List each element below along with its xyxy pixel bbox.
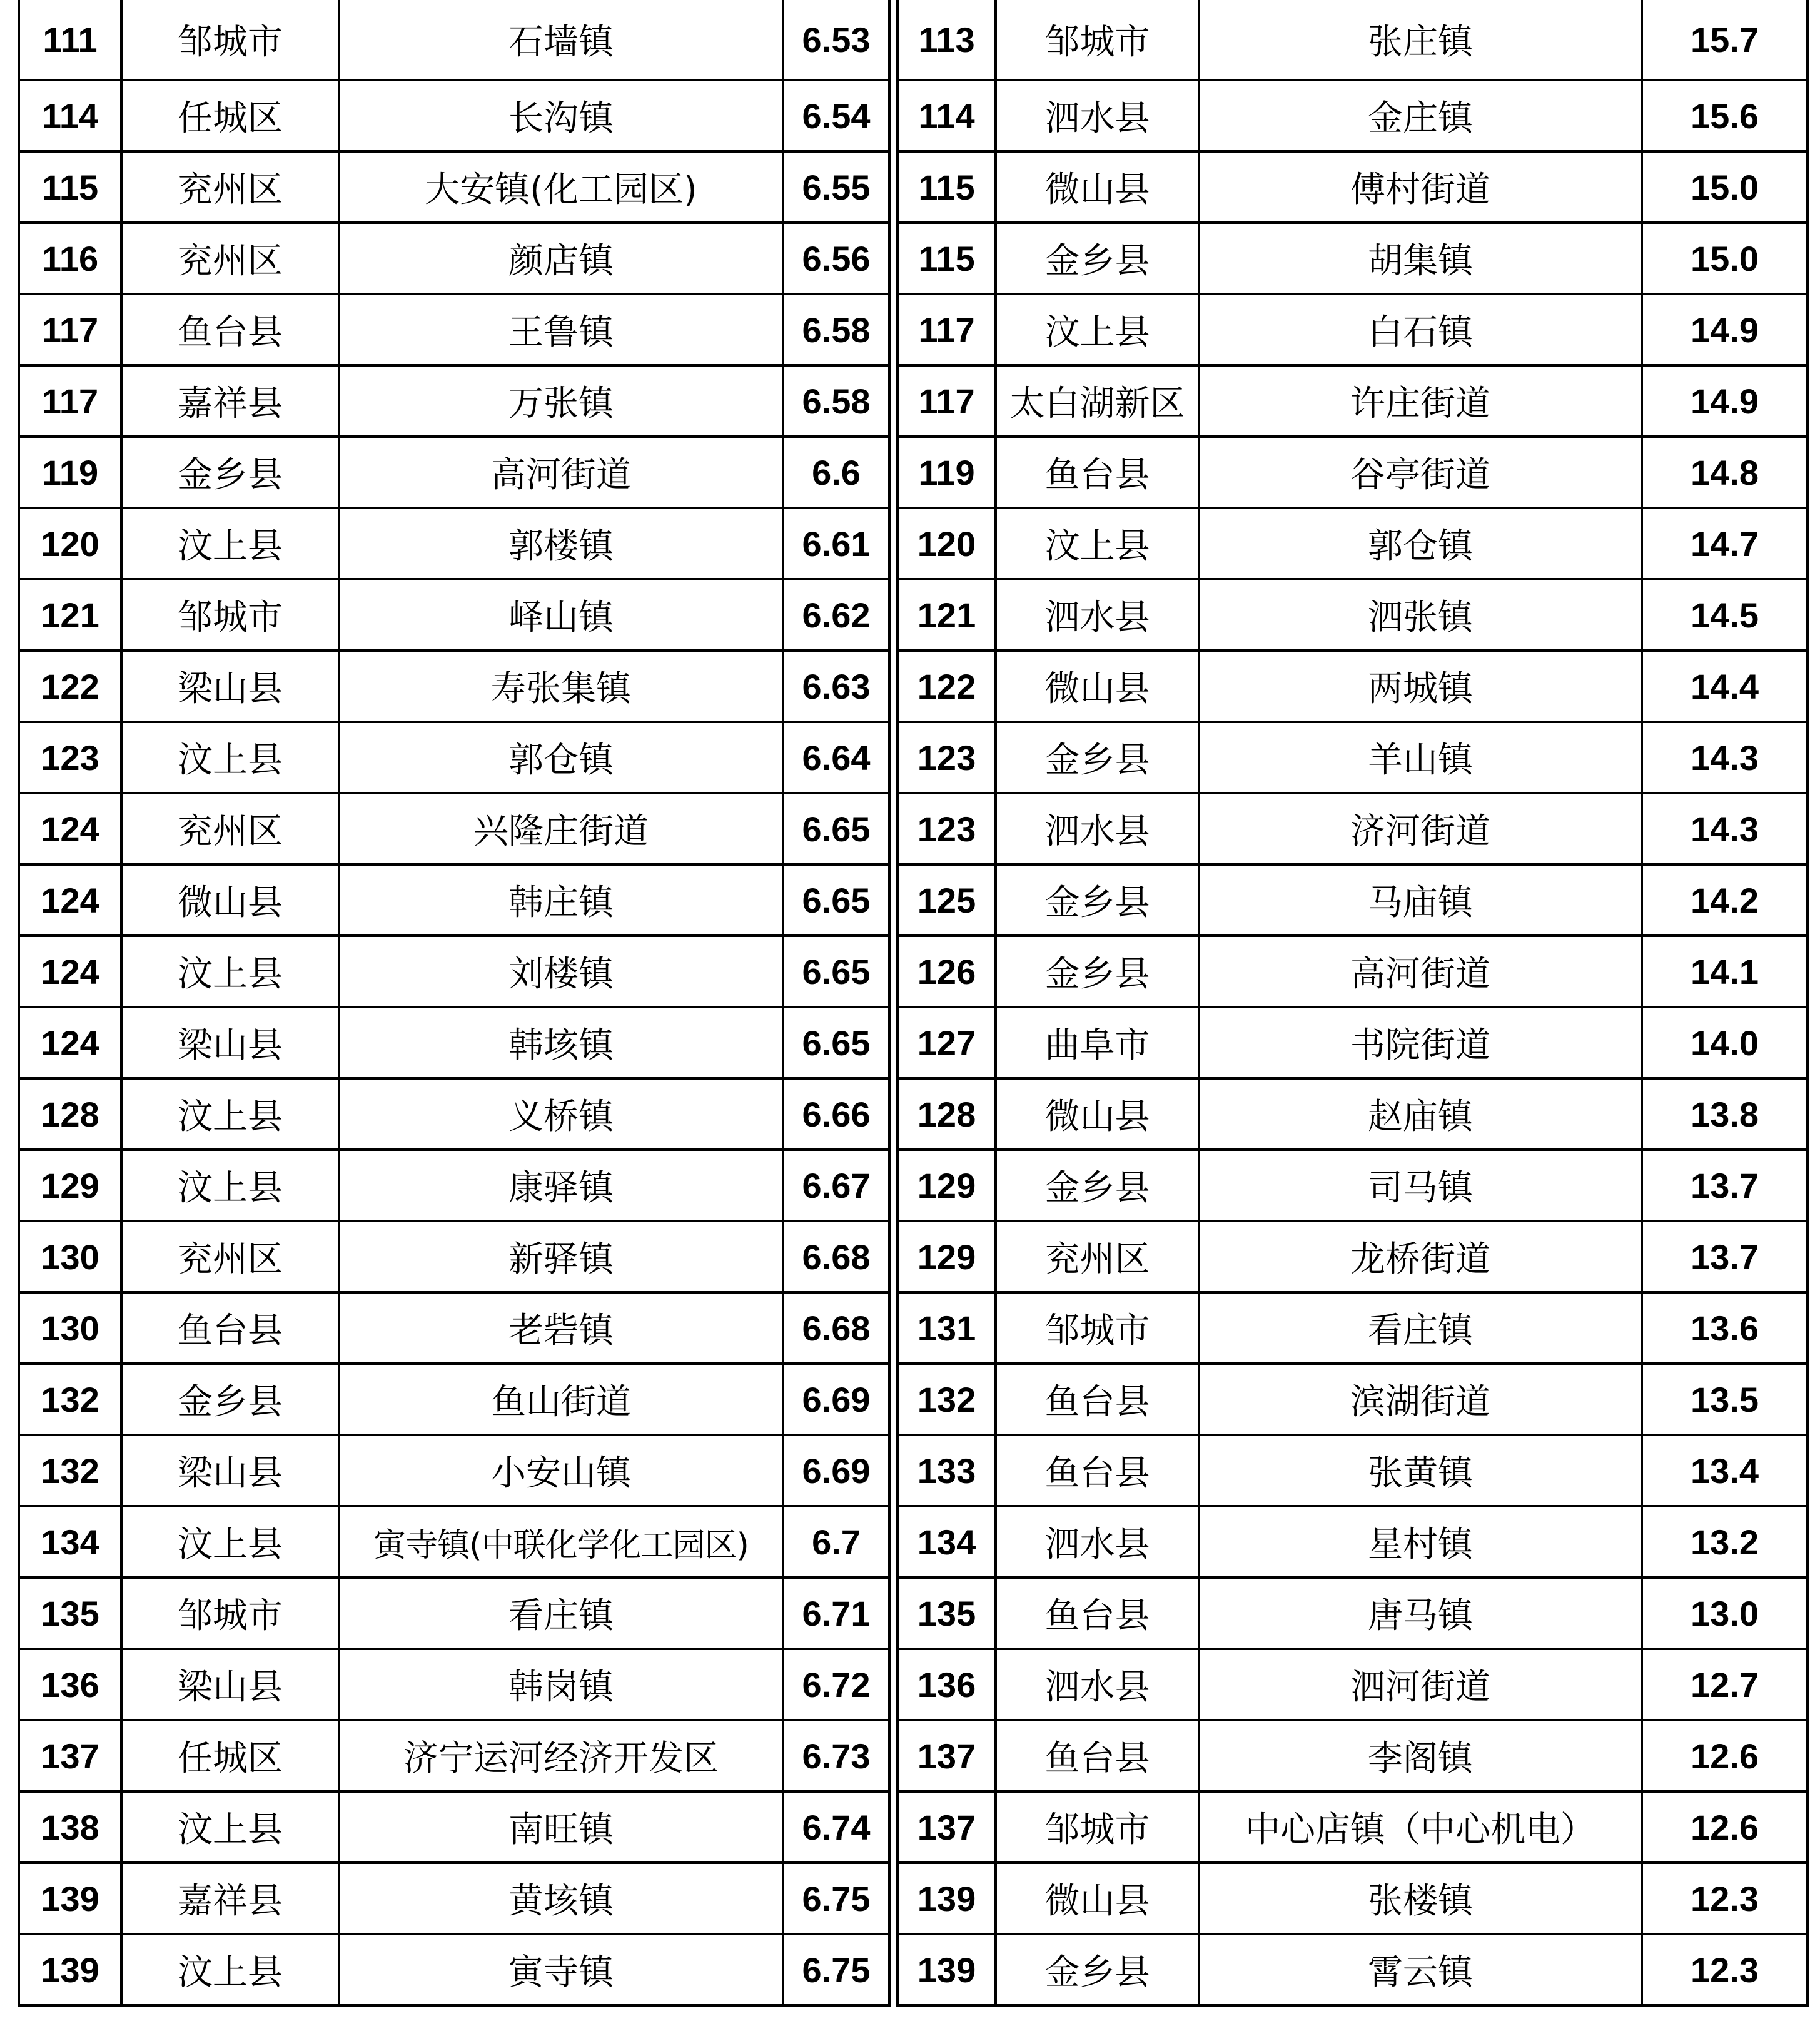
- rank-cell: 123: [19, 722, 121, 793]
- rank-cell: 139: [897, 1863, 996, 1934]
- town-cell: 羊山镇: [1199, 722, 1642, 793]
- rank-cell: 116: [19, 223, 121, 294]
- value-cell: 6.73: [783, 1720, 889, 1791]
- table-row: [19, 864, 889, 936]
- district-cell: 金乡县: [996, 864, 1199, 936]
- table-row: [19, 0, 889, 80]
- district-cell: 金乡县: [996, 722, 1199, 793]
- rank-cell: 111: [19, 0, 121, 80]
- table-row: [897, 864, 1807, 936]
- value-cell: 6.66: [783, 1078, 889, 1150]
- rank-cell: 119: [897, 437, 996, 508]
- table-row: [897, 1863, 1807, 1934]
- rank-cell: 114: [19, 80, 121, 151]
- rank-cell: 117: [897, 365, 996, 437]
- value-cell: 14.0: [1642, 1007, 1807, 1078]
- rank-cell: 117: [19, 294, 121, 365]
- district-cell: 微山县: [121, 864, 339, 936]
- table-row: [19, 365, 889, 437]
- rank-cell: 130: [19, 1221, 121, 1292]
- table-row: [897, 80, 1807, 151]
- value-cell: 15.0: [1642, 223, 1807, 294]
- town-cell: 长沟镇: [339, 80, 783, 151]
- table-row: [19, 1221, 889, 1292]
- rank-cell: 134: [19, 1506, 121, 1578]
- value-cell: 6.62: [783, 579, 889, 651]
- rank-cell: 128: [19, 1078, 121, 1150]
- value-cell: 6.68: [783, 1221, 889, 1292]
- town-cell: 白石镇: [1199, 294, 1642, 365]
- rank-cell: 120: [19, 508, 121, 579]
- town-cell: 大安镇(化工园区): [339, 151, 783, 223]
- value-cell: 12.3: [1642, 1934, 1807, 2005]
- rank-cell: 127: [897, 1007, 996, 1078]
- town-cell: 济河街道: [1199, 793, 1642, 864]
- district-cell: 兖州区: [121, 223, 339, 294]
- table-row: [897, 936, 1807, 1007]
- district-cell: 汶上县: [996, 508, 1199, 579]
- value-cell: 14.2: [1642, 864, 1807, 936]
- town-cell: 中心店镇（中心机电）: [1199, 1791, 1642, 1863]
- value-cell: 15.0: [1642, 151, 1807, 223]
- rank-cell: 132: [897, 1364, 996, 1435]
- town-cell: 义桥镇: [339, 1078, 783, 1150]
- district-cell: 邹城市: [996, 1791, 1199, 1863]
- value-cell: 12.6: [1642, 1791, 1807, 1863]
- town-cell: 张庄镇: [1199, 0, 1642, 80]
- value-cell: 13.2: [1642, 1506, 1807, 1578]
- right-table-body: [897, 0, 1807, 2005]
- town-cell: 许庄街道: [1199, 365, 1642, 437]
- town-cell: 看庄镇: [339, 1578, 783, 1649]
- value-cell: 13.4: [1642, 1435, 1807, 1506]
- town-cell: 赵庙镇: [1199, 1078, 1642, 1150]
- value-cell: 13.6: [1642, 1292, 1807, 1364]
- rank-cell: 135: [19, 1578, 121, 1649]
- value-cell: 6.65: [783, 793, 889, 864]
- town-cell: 李阁镇: [1199, 1720, 1642, 1791]
- table-row: [897, 294, 1807, 365]
- value-cell: 12.3: [1642, 1863, 1807, 1934]
- town-cell: 书院街道: [1199, 1007, 1642, 1078]
- town-cell: 郭楼镇: [339, 508, 783, 579]
- town-cell: 霄云镇: [1199, 1934, 1642, 2005]
- table-row: [19, 1292, 889, 1364]
- rank-cell: 139: [19, 1934, 121, 2005]
- rank-cell: 122: [19, 651, 121, 722]
- district-cell: 泗水县: [996, 579, 1199, 651]
- district-cell: 邹城市: [121, 579, 339, 651]
- town-cell: 老砦镇: [339, 1292, 783, 1364]
- value-cell: 13.0: [1642, 1578, 1807, 1649]
- district-cell: 曲阜市: [996, 1007, 1199, 1078]
- district-cell: 微山县: [996, 1078, 1199, 1150]
- value-cell: 12.7: [1642, 1649, 1807, 1720]
- value-cell: 13.7: [1642, 1150, 1807, 1221]
- rank-cell: 119: [19, 437, 121, 508]
- value-cell: 6.64: [783, 722, 889, 793]
- town-cell: 两城镇: [1199, 651, 1642, 722]
- district-cell: 汶上县: [996, 294, 1199, 365]
- rank-cell: 122: [897, 651, 996, 722]
- district-cell: 鱼台县: [996, 1435, 1199, 1506]
- rank-cell: 129: [897, 1150, 996, 1221]
- table-row: [19, 1435, 889, 1506]
- table-row: [19, 151, 889, 223]
- rank-cell: 124: [19, 1007, 121, 1078]
- town-cell: 高河街道: [339, 437, 783, 508]
- value-cell: 6.63: [783, 651, 889, 722]
- rank-cell: 117: [897, 294, 996, 365]
- table-row: [897, 437, 1807, 508]
- town-cell: 小安山镇: [339, 1435, 783, 1506]
- value-cell: 14.4: [1642, 651, 1807, 722]
- value-cell: 6.7: [783, 1506, 889, 1578]
- town-cell: 兴隆庄街道: [339, 793, 783, 864]
- rank-cell: 133: [897, 1435, 996, 1506]
- table-row: [897, 1292, 1807, 1364]
- table-row: [19, 1863, 889, 1934]
- rank-cell: 136: [19, 1649, 121, 1720]
- value-cell: 15.6: [1642, 80, 1807, 151]
- district-cell: 梁山县: [121, 651, 339, 722]
- town-cell: 刘楼镇: [339, 936, 783, 1007]
- town-cell: 滨湖街道: [1199, 1364, 1642, 1435]
- value-cell: 6.72: [783, 1649, 889, 1720]
- district-cell: 泗水县: [996, 793, 1199, 864]
- table-row: [897, 579, 1807, 651]
- town-cell: 王鲁镇: [339, 294, 783, 365]
- rank-cell: 115: [19, 151, 121, 223]
- table-row: [19, 1791, 889, 1863]
- town-cell: 司马镇: [1199, 1150, 1642, 1221]
- table-row: [897, 1078, 1807, 1150]
- district-cell: 兖州区: [121, 1221, 339, 1292]
- rank-cell: 117: [19, 365, 121, 437]
- town-cell: 傅村街道: [1199, 151, 1642, 223]
- district-cell: 汶上县: [121, 722, 339, 793]
- left-ranking-table: [18, 0, 891, 2007]
- rank-cell: 132: [19, 1364, 121, 1435]
- district-cell: 兖州区: [121, 151, 339, 223]
- table-row: [19, 437, 889, 508]
- table-row: [19, 1364, 889, 1435]
- town-cell: 新驿镇: [339, 1221, 783, 1292]
- value-cell: 6.6: [783, 437, 889, 508]
- district-cell: 金乡县: [996, 936, 1199, 1007]
- rank-cell: 124: [19, 793, 121, 864]
- rank-cell: 137: [897, 1720, 996, 1791]
- district-cell: 金乡县: [996, 1934, 1199, 2005]
- value-cell: 6.74: [783, 1791, 889, 1863]
- value-cell: 6.54: [783, 80, 889, 151]
- district-cell: 泗水县: [996, 80, 1199, 151]
- value-cell: 6.75: [783, 1863, 889, 1934]
- table-row: [897, 1435, 1807, 1506]
- town-cell: 胡集镇: [1199, 223, 1642, 294]
- town-cell: 黄垓镇: [339, 1863, 783, 1934]
- district-cell: 汶上县: [121, 1791, 339, 1863]
- district-cell: 梁山县: [121, 1007, 339, 1078]
- value-cell: 6.71: [783, 1578, 889, 1649]
- district-cell: 汶上县: [121, 1934, 339, 2005]
- value-cell: 6.67: [783, 1150, 889, 1221]
- value-cell: 14.7: [1642, 508, 1807, 579]
- town-cell: 泗河街道: [1199, 1649, 1642, 1720]
- town-cell: 寅寺镇: [339, 1934, 783, 2005]
- district-cell: 汶上县: [121, 936, 339, 1007]
- town-cell: 郭仓镇: [339, 722, 783, 793]
- value-cell: 6.61: [783, 508, 889, 579]
- table-row: [897, 1007, 1807, 1078]
- table-row: [897, 0, 1807, 80]
- value-cell: 6.55: [783, 151, 889, 223]
- value-cell: 6.56: [783, 223, 889, 294]
- town-cell: 寅寺镇(中联化学化工园区): [339, 1506, 783, 1578]
- town-cell: 高河街道: [1199, 936, 1642, 1007]
- value-cell: 13.7: [1642, 1221, 1807, 1292]
- table-row: [19, 793, 889, 864]
- town-cell: 南旺镇: [339, 1791, 783, 1863]
- table-row: [19, 508, 889, 579]
- value-cell: 14.1: [1642, 936, 1807, 1007]
- town-cell: 石墙镇: [339, 0, 783, 80]
- table-row: [897, 508, 1807, 579]
- district-cell: 兖州区: [121, 793, 339, 864]
- value-cell: 14.3: [1642, 722, 1807, 793]
- value-cell: 6.58: [783, 294, 889, 365]
- value-cell: 14.3: [1642, 793, 1807, 864]
- rank-cell: 124: [19, 864, 121, 936]
- rank-cell: 123: [897, 722, 996, 793]
- table-row: [19, 80, 889, 151]
- table-row: [19, 936, 889, 1007]
- table-row: [19, 1506, 889, 1578]
- district-cell: 汶上县: [121, 1150, 339, 1221]
- table-row: [897, 1221, 1807, 1292]
- table-row: [897, 1791, 1807, 1863]
- table-row: [19, 1078, 889, 1150]
- table-row: [897, 223, 1807, 294]
- value-cell: 6.58: [783, 365, 889, 437]
- rank-cell: 125: [897, 864, 996, 936]
- table-row: [897, 1364, 1807, 1435]
- town-cell: 看庄镇: [1199, 1292, 1642, 1364]
- district-cell: 金乡县: [121, 1364, 339, 1435]
- table-row: [19, 722, 889, 793]
- district-cell: 金乡县: [996, 1150, 1199, 1221]
- rank-cell: 120: [897, 508, 996, 579]
- rank-cell: 134: [897, 1506, 996, 1578]
- value-cell: 6.69: [783, 1364, 889, 1435]
- rank-cell: 128: [897, 1078, 996, 1150]
- rank-cell: 126: [897, 936, 996, 1007]
- table-row: [19, 1578, 889, 1649]
- district-cell: 嘉祥县: [121, 1863, 339, 1934]
- town-cell: 峄山镇: [339, 579, 783, 651]
- district-cell: 鱼台县: [996, 1720, 1199, 1791]
- rank-cell: 129: [897, 1221, 996, 1292]
- town-cell: 颜店镇: [339, 223, 783, 294]
- table-row: [897, 1934, 1807, 2005]
- value-cell: 6.65: [783, 1007, 889, 1078]
- table-row: [897, 151, 1807, 223]
- district-cell: 微山县: [996, 151, 1199, 223]
- rank-cell: 139: [19, 1863, 121, 1934]
- rank-cell: 114: [897, 80, 996, 151]
- town-cell: 星村镇: [1199, 1506, 1642, 1578]
- town-cell: 谷亭街道: [1199, 437, 1642, 508]
- value-cell: 6.68: [783, 1292, 889, 1364]
- district-cell: 太白湖新区: [996, 365, 1199, 437]
- rank-cell: 113: [897, 0, 996, 80]
- table-row: [897, 793, 1807, 864]
- value-cell: 14.8: [1642, 437, 1807, 508]
- table-row: [19, 223, 889, 294]
- value-cell: 6.69: [783, 1435, 889, 1506]
- district-cell: 金乡县: [996, 223, 1199, 294]
- town-cell: 金庄镇: [1199, 80, 1642, 151]
- district-cell: 邹城市: [996, 1292, 1199, 1364]
- district-cell: 嘉祥县: [121, 365, 339, 437]
- district-cell: 微山县: [996, 1863, 1199, 1934]
- district-cell: 微山县: [996, 651, 1199, 722]
- district-cell: 梁山县: [121, 1435, 339, 1506]
- rank-cell: 121: [19, 579, 121, 651]
- rank-cell: 115: [897, 151, 996, 223]
- table-row: [19, 579, 889, 651]
- value-cell: 12.6: [1642, 1720, 1807, 1791]
- district-cell: 邹城市: [121, 1578, 339, 1649]
- value-cell: 14.9: [1642, 294, 1807, 365]
- town-cell: 康驿镇: [339, 1150, 783, 1221]
- value-cell: 14.9: [1642, 365, 1807, 437]
- district-cell: 金乡县: [121, 437, 339, 508]
- rank-cell: 137: [897, 1791, 996, 1863]
- table-row: [19, 1007, 889, 1078]
- town-cell: 韩垓镇: [339, 1007, 783, 1078]
- town-cell: 张楼镇: [1199, 1863, 1642, 1934]
- town-cell: 郭仓镇: [1199, 508, 1642, 579]
- table-row: [19, 294, 889, 365]
- town-cell: 万张镇: [339, 365, 783, 437]
- district-cell: 汶上县: [121, 508, 339, 579]
- district-cell: 泗水县: [996, 1506, 1199, 1578]
- district-cell: 鱼台县: [996, 437, 1199, 508]
- table-row: [19, 651, 889, 722]
- table-row: [897, 1150, 1807, 1221]
- value-cell: 6.65: [783, 936, 889, 1007]
- table-row: [897, 1649, 1807, 1720]
- district-cell: 泗水县: [996, 1649, 1199, 1720]
- town-cell: 济宁运河经济开发区: [339, 1720, 783, 1791]
- rank-cell: 131: [897, 1292, 996, 1364]
- table-row: [897, 722, 1807, 793]
- district-cell: 任城区: [121, 80, 339, 151]
- value-cell: 13.5: [1642, 1364, 1807, 1435]
- rank-cell: 139: [897, 1934, 996, 2005]
- table-row: [19, 1649, 889, 1720]
- rank-cell: 121: [897, 579, 996, 651]
- rank-cell: 124: [19, 936, 121, 1007]
- district-cell: 任城区: [121, 1720, 339, 1791]
- table-row: [19, 1150, 889, 1221]
- table-row: [897, 1578, 1807, 1649]
- town-cell: 龙桥街道: [1199, 1221, 1642, 1292]
- district-cell: 兖州区: [996, 1221, 1199, 1292]
- table-row: [19, 1934, 889, 2005]
- value-cell: 13.8: [1642, 1078, 1807, 1150]
- rank-cell: 115: [897, 223, 996, 294]
- value-cell: 6.53: [783, 0, 889, 80]
- table-row: [897, 1720, 1807, 1791]
- town-cell: 唐马镇: [1199, 1578, 1642, 1649]
- table-row: [897, 651, 1807, 722]
- district-cell: 鱼台县: [996, 1578, 1199, 1649]
- value-cell: 14.5: [1642, 579, 1807, 651]
- town-cell: 寿张集镇: [339, 651, 783, 722]
- table-row: [19, 1720, 889, 1791]
- value-cell: 6.65: [783, 864, 889, 936]
- value-cell: 6.75: [783, 1934, 889, 2005]
- town-cell: 韩岗镇: [339, 1649, 783, 1720]
- rank-cell: 136: [897, 1649, 996, 1720]
- left-table-body: [19, 0, 889, 2005]
- rank-cell: 138: [19, 1791, 121, 1863]
- table-row: [897, 365, 1807, 437]
- town-cell: 鱼山街道: [339, 1364, 783, 1435]
- district-cell: 鱼台县: [121, 1292, 339, 1364]
- town-cell: 张黄镇: [1199, 1435, 1642, 1506]
- rank-cell: 137: [19, 1720, 121, 1791]
- district-cell: 梁山县: [121, 1649, 339, 1720]
- right-ranking-table: [896, 0, 1809, 2007]
- town-cell: 马庙镇: [1199, 864, 1642, 936]
- value-cell: 15.7: [1642, 0, 1807, 80]
- district-cell: 邹城市: [996, 0, 1199, 80]
- district-cell: 汶上县: [121, 1506, 339, 1578]
- town-cell: 韩庄镇: [339, 864, 783, 936]
- rank-cell: 130: [19, 1292, 121, 1364]
- district-cell: 汶上县: [121, 1078, 339, 1150]
- district-cell: 鱼台县: [996, 1364, 1199, 1435]
- rank-cell: 132: [19, 1435, 121, 1506]
- district-cell: 邹城市: [121, 0, 339, 80]
- rank-cell: 135: [897, 1578, 996, 1649]
- town-cell: 泗张镇: [1199, 579, 1642, 651]
- table-row: [897, 1506, 1807, 1578]
- rank-cell: 129: [19, 1150, 121, 1221]
- rank-cell: 123: [897, 793, 996, 864]
- district-cell: 鱼台县: [121, 294, 339, 365]
